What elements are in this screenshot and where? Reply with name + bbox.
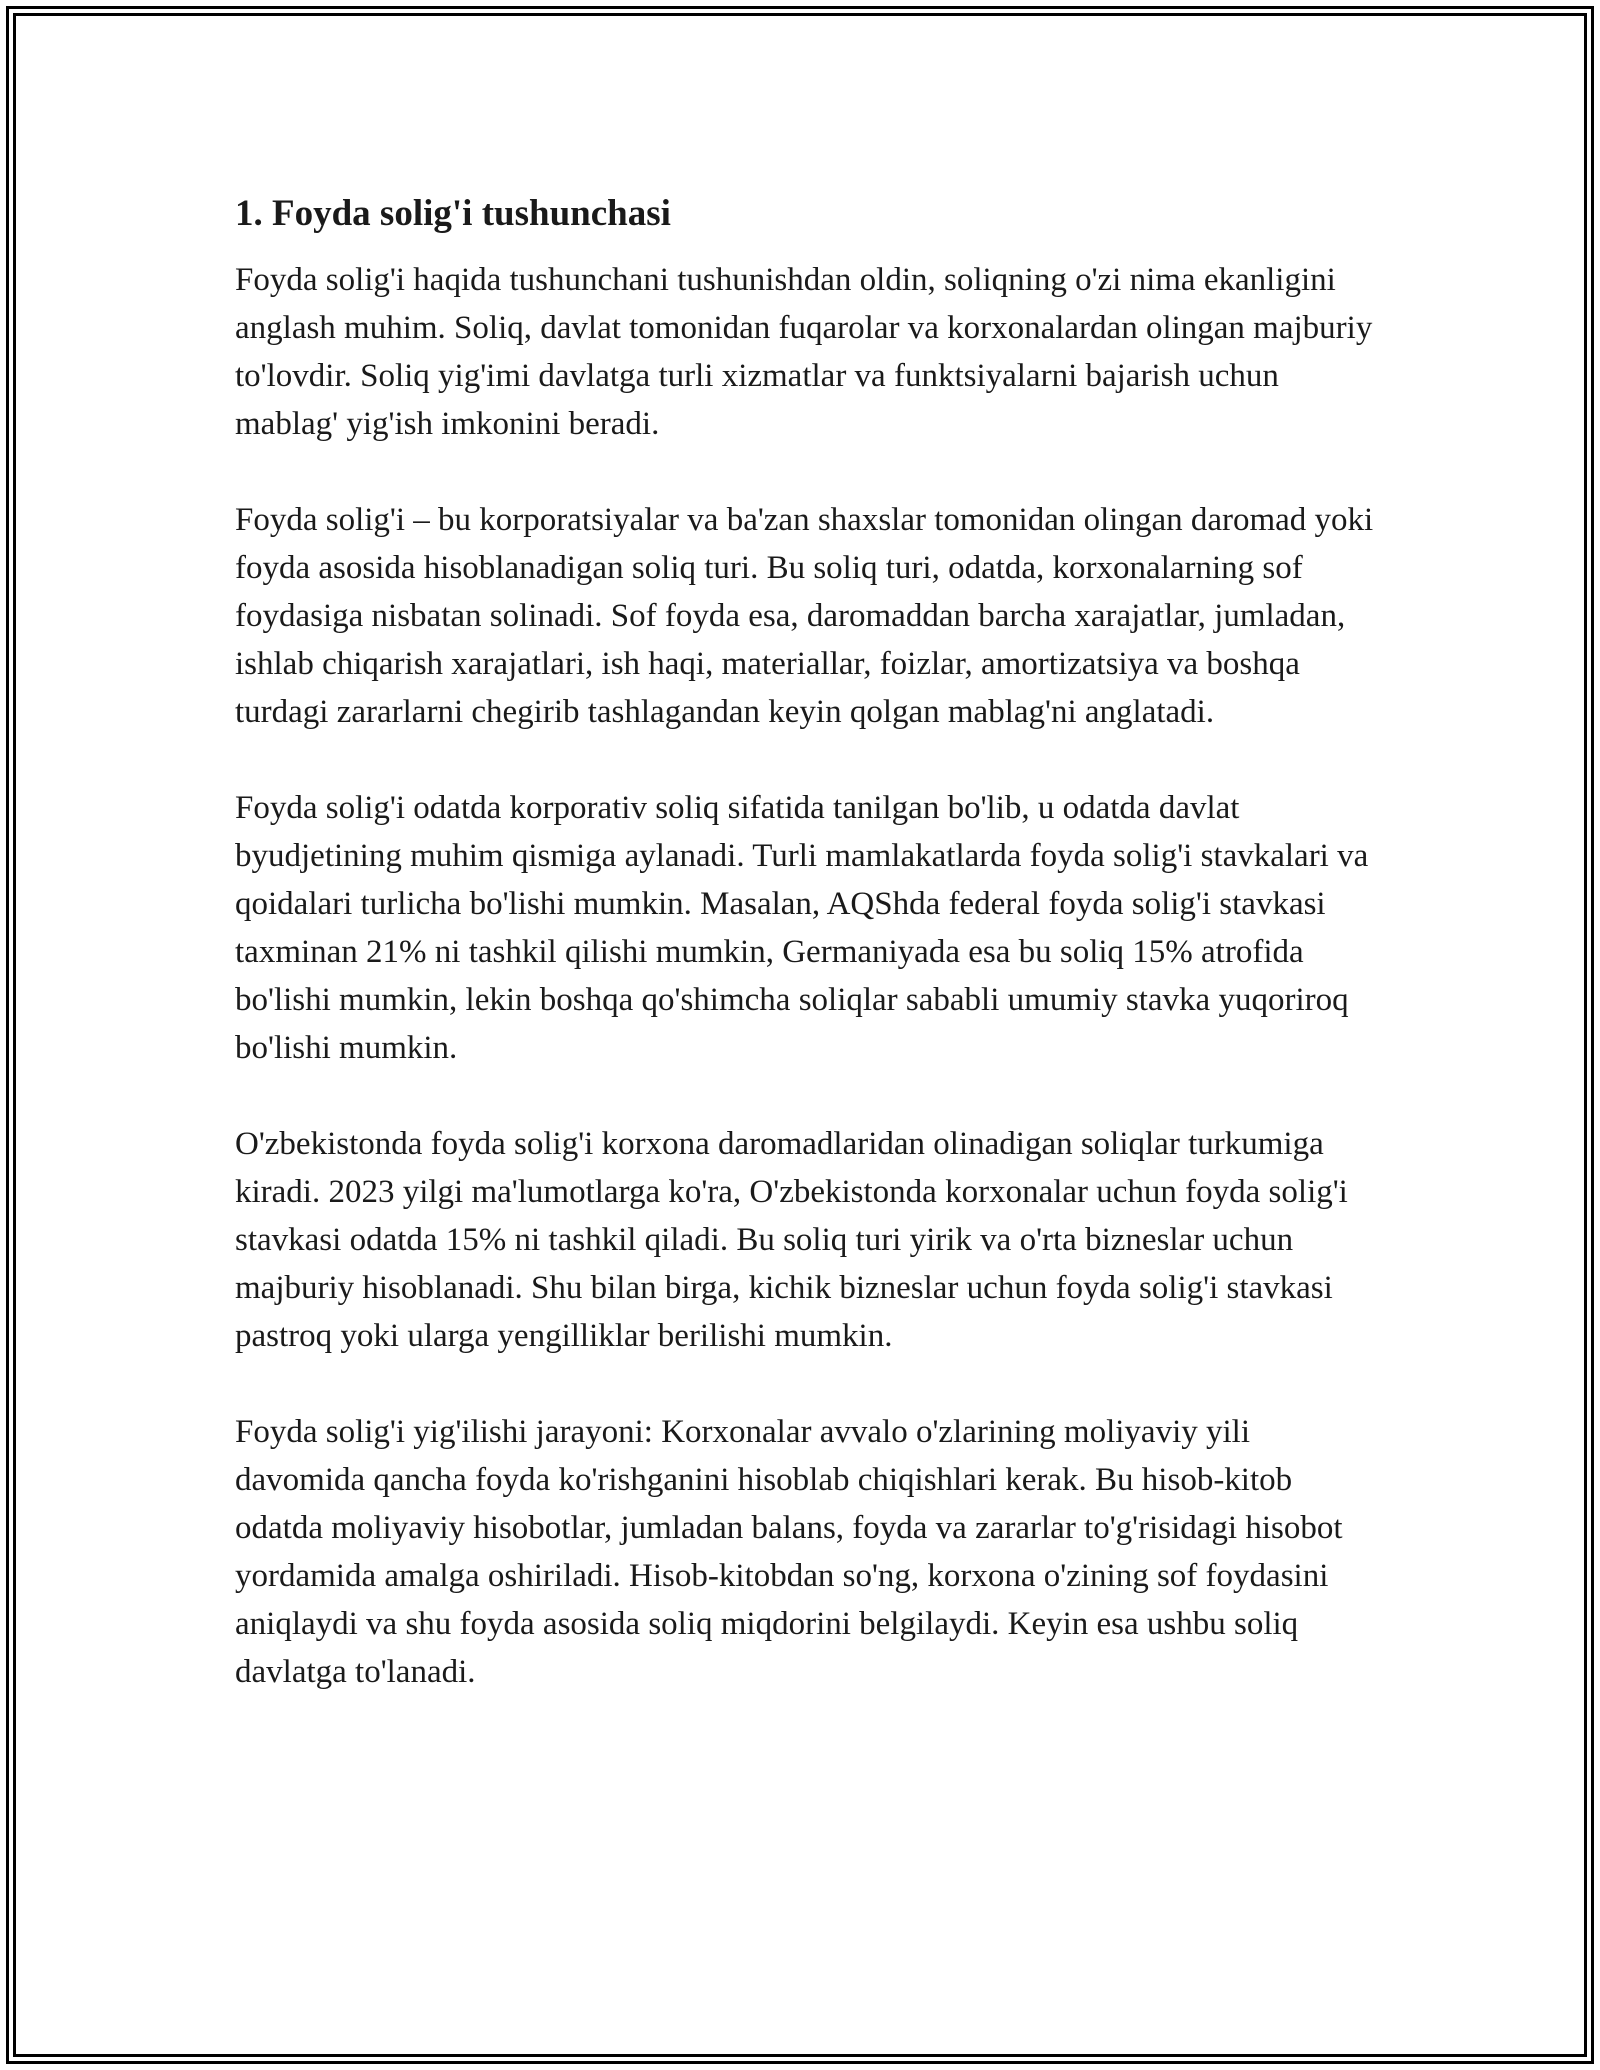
paragraph-4: O'zbekistonda foyda solig'i korxona daromadlaridan olinadigan soliqlar turkumiga kiradi. 2023 yilgi ma'lumotlarga ko'ra, O'zbekistonda korxonalar uchun foyda solig'i stavkasi odatda 15% ni tashkil qiladi. Bu soliq turi yirik va o'rta bizneslar uchun majburiy hisoblanadi. Shu bilan birga, kichik bizneslar uchun foyda solig'i stavkasi pastroq yoki ularga yengilliklar berilishi mumkin. (235, 1126, 1348, 1354)
section-heading: 1. Foyda solig'i tushunchasi (235, 193, 671, 234)
paragraph-5: Foyda solig'i yig'ilishi jarayoni: Korxonalar avvalo o'zlarining moliyaviy yili davomida qancha foyda ko'rishganini hisoblab chiqishlari kerak. Bu hisob-kitob odatda moliyaviy hisobotlar, jumladan balans, foyda va zararlar to'g'risidagi hisobot yordamida amalga oshiriladi. Hisob-kitobdan so'ng, korxona o'zining sof foydasini aniqlaydi va shu foyda asosida soliq miqdorini belgilaydi. Keyin esa ushbu soliq davlatga to'lanadi. (235, 1414, 1343, 1690)
document-body (235, 190, 1375, 1744)
paragraph-1: Foyda solig'i haqida tushunchani tushunishdan oldin, soliqning o'zi nima ekanligini anglash muhim. Soliq, davlat tomonidan fuqarolar va korxonalardan olingan majburiy to'lovdir. Soliq yig'imi davlatga turli xizmatlar va funktsiyalarni bajarish uchun mablag' yig'ish imkonini beradi. (235, 262, 1373, 442)
paragraph-3: Foyda solig'i odatda korporativ soliq sifatida tanilgan bo'lib, u odatda davlat byudjetining muhim qismiga aylanadi. Turli mamlakatlarda foyda solig'i stavkalari va qoidalari turlicha bo'lishi mumkin. Masalan, AQShda federal foyda solig'i stavkasi taxminan 21% ni tashkil qilishi mumkin, Germaniyada esa bu soliq 15% atrofida bo'lishi mumkin, lekin boshqa qo'shimcha soliqlar sababli umumiy stavka yuqoriroq bo'lishi mumkin. (235, 790, 1369, 1066)
paragraph-2: Foyda solig'i – bu korporatsiyalar va ba'zan shaxslar tomonidan olingan daromad yoki foyda asosida hisoblanadigan soliq turi. Bu soliq turi, odatda, korxonalarning sof foydasiga nisbatan solinadi. Sof foyda esa, daromaddan barcha xarajatlar, jumladan, ishlab chiqarish xarajatlari, ish haqi, materiallar, foizlar, amortizatsiya va boshqa turdagi zararlarni chegirib tashlagandan keyin qolgan mablag'ni anglatadi. (235, 502, 1374, 730)
